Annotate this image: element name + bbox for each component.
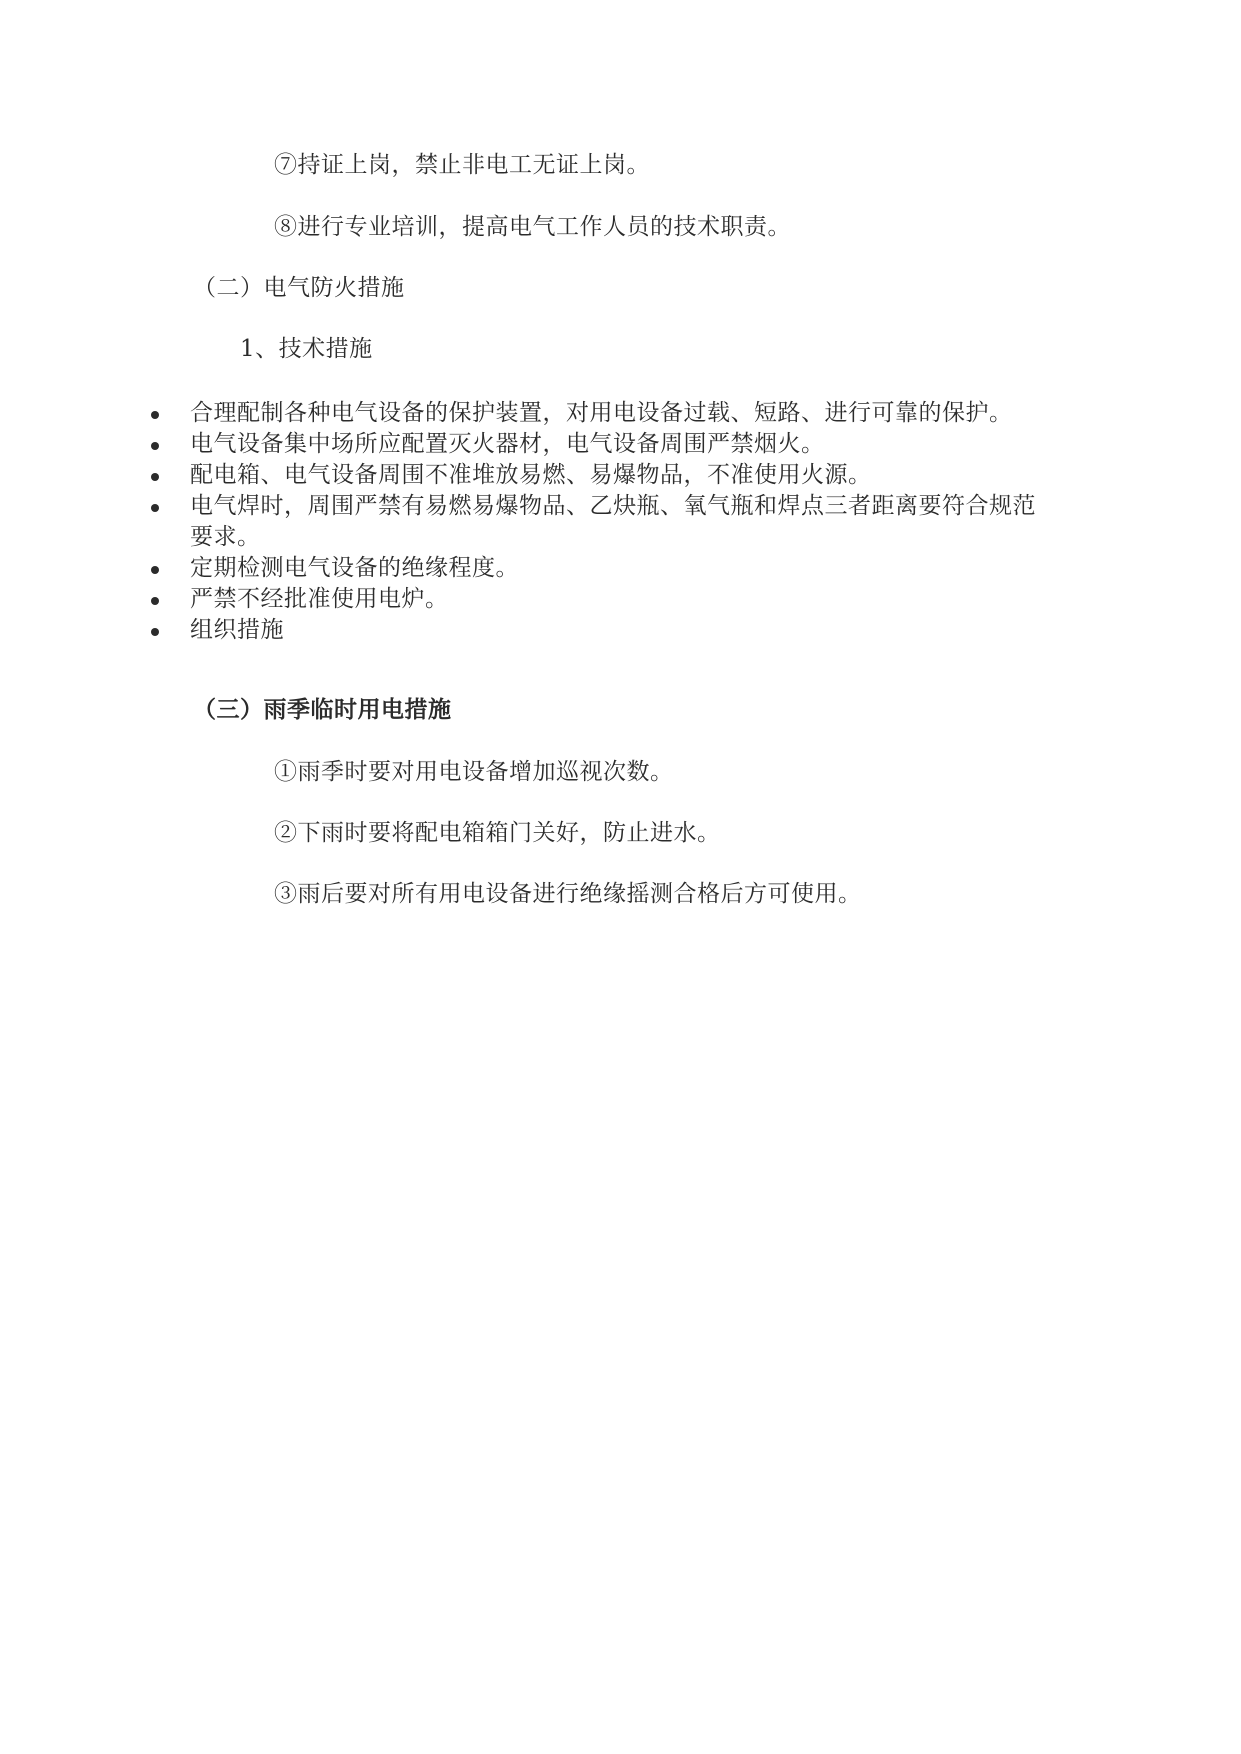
- list-item: 组织措施: [190, 617, 284, 643]
- list-item: 严禁不经批准使用电炉。: [190, 586, 449, 612]
- rainy-item-3: ③雨后要对所有用电设备进行绝缘摇测合格后方可使用。: [274, 881, 862, 907]
- section-heading-fire-prevention: （二）电气防火措施: [193, 275, 405, 301]
- section-heading-rainy-season: （三）雨季临时用电措施: [193, 697, 452, 723]
- bullet-icon: [151, 411, 159, 419]
- bullet-icon: [151, 442, 159, 450]
- list-item: 电气设备集中场所应配置灭火器材，电气设备周围严禁烟火。: [190, 431, 825, 457]
- rainy-item-2: ②下雨时要将配电箱箱门关好，防止进水。: [274, 820, 721, 846]
- measure-item-8: ⑧进行专业培训，提高电气工作人员的技术职责。: [274, 214, 791, 240]
- list-item: 合理配制各种电气设备的保护装置，对用电设备过载、短路、进行可靠的保护。: [190, 400, 1013, 426]
- sub-heading-technical-measures: 1、技术措施: [240, 336, 373, 362]
- bullet-icon: [151, 628, 159, 636]
- rainy-item-1: ①雨季时要对用电设备增加巡视次数。: [274, 759, 674, 785]
- bullet-icon: [151, 504, 159, 512]
- measure-item-7: ⑦持证上岗，禁止非电工无证上岗。: [274, 152, 650, 178]
- list-item: 配电箱、电气设备周围不准堆放易燃、易爆物品，不准使用火源。: [190, 462, 872, 488]
- list-item: 定期检测电气设备的绝缘程度。: [190, 555, 519, 581]
- bullet-icon: [151, 597, 159, 605]
- bullet-icon: [151, 566, 159, 574]
- bullet-icon: [151, 473, 159, 481]
- list-item: 电气焊时，周围严禁有易燃易爆物品、乙炔瓶、氧气瓶和焊点三者距离要符合规范要求。: [190, 493, 1036, 550]
